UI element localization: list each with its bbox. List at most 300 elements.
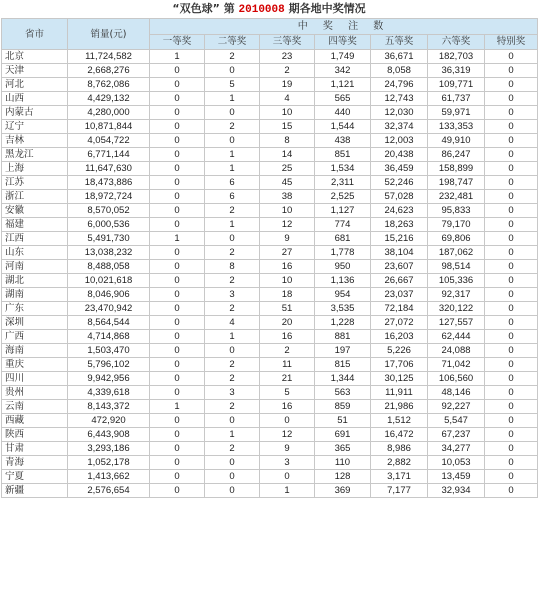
prize-4-cell: 1,544 <box>315 120 371 134</box>
table-row <box>2 134 538 148</box>
prize-2-cell: 2 <box>205 274 260 288</box>
table-row <box>2 330 538 344</box>
prize-5-cell: 16,203 <box>371 330 428 344</box>
prize-6-cell: 5,547 <box>428 414 485 428</box>
table-row <box>2 64 538 78</box>
prize-6-cell: 187,062 <box>428 246 485 260</box>
prize-3-cell: 2 <box>260 344 315 358</box>
prize-2-cell: 1 <box>205 428 260 442</box>
prize-4-cell: 1,228 <box>315 316 371 330</box>
prize-6-cell: 158,899 <box>428 162 485 176</box>
prize-1-cell: 0 <box>150 162 205 176</box>
sales-cell: 8,488,058 <box>68 260 150 274</box>
prize-6-cell: 133,353 <box>428 120 485 134</box>
prize-1-cell: 0 <box>150 204 205 218</box>
prize-6-cell: 32,934 <box>428 484 485 498</box>
special-prize-cell: 0 <box>485 330 538 344</box>
table-row <box>2 260 538 274</box>
sales-cell: 4,054,722 <box>68 134 150 148</box>
prize-4-cell: 197 <box>315 344 371 358</box>
prize-3-cell: 19 <box>260 78 315 92</box>
prize-2-cell: 2 <box>205 50 260 64</box>
province-cell: 河南 <box>2 260 68 274</box>
sales-cell: 472,920 <box>68 414 150 428</box>
province-cell: 广东 <box>2 302 68 316</box>
prize-5-cell: 18,263 <box>371 218 428 232</box>
prize-1-cell: 0 <box>150 428 205 442</box>
sales-cell: 18,473,886 <box>68 176 150 190</box>
prize-4-cell: 110 <box>315 456 371 470</box>
special-prize-cell: 0 <box>485 92 538 106</box>
table-row <box>2 400 538 414</box>
province-cell: 重庆 <box>2 358 68 372</box>
table-row <box>2 190 538 204</box>
sales-cell: 6,443,908 <box>68 428 150 442</box>
prize-1-cell: 1 <box>150 400 205 414</box>
prize-3-cell: 0 <box>260 470 315 484</box>
prize-1-cell: 0 <box>150 176 205 190</box>
prize-1-cell: 0 <box>150 120 205 134</box>
prize-4-cell: 342 <box>315 64 371 78</box>
prize-3-cell: 8 <box>260 134 315 148</box>
special-prize-cell: 0 <box>485 274 538 288</box>
prize-3-cell: 38 <box>260 190 315 204</box>
prize-3-cell: 9 <box>260 442 315 456</box>
prize-6-cell: 106,560 <box>428 372 485 386</box>
province-cell: 深圳 <box>2 316 68 330</box>
prize-4-cell: 859 <box>315 400 371 414</box>
prize-3-cell: 3 <box>260 456 315 470</box>
province-cell: 辽宁 <box>2 120 68 134</box>
province-cell: 河北 <box>2 78 68 92</box>
sales-cell: 1,413,662 <box>68 470 150 484</box>
prize-4-cell: 128 <box>315 470 371 484</box>
prize-2-cell: 0 <box>205 106 260 120</box>
prize-6-cell: 48,146 <box>428 386 485 400</box>
table-row <box>2 484 538 498</box>
prize-3-cell: 23 <box>260 50 315 64</box>
prize-6-cell: 86,247 <box>428 148 485 162</box>
prize-5-cell: 57,028 <box>371 190 428 204</box>
prize-3-cell: 2 <box>260 64 315 78</box>
prize-1-cell: 0 <box>150 64 205 78</box>
province-cell: 北京 <box>2 50 68 64</box>
special-prize-cell: 0 <box>485 134 538 148</box>
sales-cell: 4,339,618 <box>68 386 150 400</box>
prize-5-cell: 12,030 <box>371 106 428 120</box>
prize-2-cell: 3 <box>205 288 260 302</box>
province-cell: 广西 <box>2 330 68 344</box>
prize-5-cell: 12,003 <box>371 134 428 148</box>
prize-6-cell: 92,317 <box>428 288 485 302</box>
special-prize-cell: 0 <box>485 470 538 484</box>
table-row <box>2 106 538 120</box>
province-cell: 湖北 <box>2 274 68 288</box>
prize-2-cell: 1 <box>205 162 260 176</box>
table-row <box>2 442 538 456</box>
sales-cell: 23,470,942 <box>68 302 150 316</box>
prize-5-cell: 2,882 <box>371 456 428 470</box>
special-prize-cell: 0 <box>485 386 538 400</box>
prize-5-cell: 27,072 <box>371 316 428 330</box>
prize-1-cell: 0 <box>150 274 205 288</box>
prize-5-cell: 52,246 <box>371 176 428 190</box>
prize-5-cell: 20,438 <box>371 148 428 162</box>
table-body <box>2 50 538 498</box>
prize-1-cell: 0 <box>150 106 205 120</box>
title-prefix: “双色球” 第 <box>172 2 239 15</box>
province-cell: 福建 <box>2 218 68 232</box>
prize-3-cell: 21 <box>260 372 315 386</box>
prize-5-cell: 8,986 <box>371 442 428 456</box>
special-prize-cell: 0 <box>485 176 538 190</box>
header-prize-6: 六等奖 <box>428 35 485 50</box>
prize-4-cell: 438 <box>315 134 371 148</box>
prize-1-cell: 0 <box>150 190 205 204</box>
prize-2-cell: 2 <box>205 400 260 414</box>
sales-cell: 2,576,654 <box>68 484 150 498</box>
special-prize-cell: 0 <box>485 302 538 316</box>
special-prize-cell: 0 <box>485 148 538 162</box>
sales-cell: 8,570,052 <box>68 204 150 218</box>
header-province: 省市 <box>2 19 68 50</box>
sales-cell: 4,429,132 <box>68 92 150 106</box>
prize-6-cell: 198,747 <box>428 176 485 190</box>
prize-5-cell: 21,986 <box>371 400 428 414</box>
prize-1-cell: 0 <box>150 134 205 148</box>
prize-3-cell: 27 <box>260 246 315 260</box>
prize-6-cell: 92,227 <box>428 400 485 414</box>
prize-5-cell: 38,104 <box>371 246 428 260</box>
prize-1-cell: 0 <box>150 330 205 344</box>
sales-cell: 6,771,144 <box>68 148 150 162</box>
prize-4-cell: 851 <box>315 148 371 162</box>
prize-4-cell: 440 <box>315 106 371 120</box>
header-prize-group: 中 奖 注 数 <box>150 19 538 35</box>
prize-2-cell: 0 <box>205 470 260 484</box>
special-prize-cell: 0 <box>485 428 538 442</box>
special-prize-cell: 0 <box>485 442 538 456</box>
prize-6-cell: 61,737 <box>428 92 485 106</box>
prize-3-cell: 10 <box>260 106 315 120</box>
header-prize-3: 三等奖 <box>260 35 315 50</box>
prize-2-cell: 0 <box>205 414 260 428</box>
prize-4-cell: 1,534 <box>315 162 371 176</box>
prize-1-cell: 0 <box>150 148 205 162</box>
special-prize-cell: 0 <box>485 78 538 92</box>
prize-3-cell: 10 <box>260 204 315 218</box>
province-cell: 吉林 <box>2 134 68 148</box>
prize-4-cell: 565 <box>315 92 371 106</box>
prize-2-cell: 1 <box>205 218 260 232</box>
prize-1-cell: 0 <box>150 316 205 330</box>
prize-5-cell: 36,459 <box>371 162 428 176</box>
sales-cell: 5,796,102 <box>68 358 150 372</box>
sales-cell: 11,724,582 <box>68 50 150 64</box>
table-row <box>2 288 538 302</box>
prize-4-cell: 1,344 <box>315 372 371 386</box>
table-row <box>2 316 538 330</box>
prize-5-cell: 24,796 <box>371 78 428 92</box>
lottery-results-table <box>1 18 538 498</box>
prize-6-cell: 69,806 <box>428 232 485 246</box>
prize-5-cell: 8,058 <box>371 64 428 78</box>
province-cell: 四川 <box>2 372 68 386</box>
prize-5-cell: 23,037 <box>371 288 428 302</box>
prize-5-cell: 24,623 <box>371 204 428 218</box>
prize-2-cell: 0 <box>205 134 260 148</box>
prize-5-cell: 32,374 <box>371 120 428 134</box>
prize-4-cell: 881 <box>315 330 371 344</box>
table-row <box>2 78 538 92</box>
prize-4-cell: 365 <box>315 442 371 456</box>
prize-5-cell: 1,512 <box>371 414 428 428</box>
prize-1-cell: 0 <box>150 302 205 316</box>
prize-1-cell: 0 <box>150 288 205 302</box>
special-prize-cell: 0 <box>485 372 538 386</box>
prize-6-cell: 59,971 <box>428 106 485 120</box>
prize-3-cell: 16 <box>260 260 315 274</box>
prize-3-cell: 18 <box>260 288 315 302</box>
prize-5-cell: 30,125 <box>371 372 428 386</box>
prize-2-cell: 8 <box>205 260 260 274</box>
prize-2-cell: 4 <box>205 316 260 330</box>
prize-4-cell: 954 <box>315 288 371 302</box>
table-row <box>2 162 538 176</box>
sales-cell: 8,046,906 <box>68 288 150 302</box>
prize-5-cell: 3,171 <box>371 470 428 484</box>
special-prize-cell: 0 <box>485 232 538 246</box>
special-prize-cell: 0 <box>485 218 538 232</box>
province-cell: 云南 <box>2 400 68 414</box>
province-cell: 青海 <box>2 456 68 470</box>
prize-4-cell: 1,749 <box>315 50 371 64</box>
table-row <box>2 148 538 162</box>
header-prize-4: 四等奖 <box>315 35 371 50</box>
special-prize-cell: 0 <box>485 162 538 176</box>
sales-cell: 8,564,544 <box>68 316 150 330</box>
prize-3-cell: 51 <box>260 302 315 316</box>
prize-3-cell: 25 <box>260 162 315 176</box>
province-cell: 山西 <box>2 92 68 106</box>
table-row <box>2 204 538 218</box>
table-row <box>2 414 538 428</box>
prize-5-cell: 5,226 <box>371 344 428 358</box>
header-prize-2: 二等奖 <box>205 35 260 50</box>
table-row <box>2 92 538 106</box>
prize-2-cell: 0 <box>205 344 260 358</box>
prize-3-cell: 16 <box>260 400 315 414</box>
table-row <box>2 246 538 260</box>
prize-1-cell: 0 <box>150 358 205 372</box>
province-cell: 上海 <box>2 162 68 176</box>
sales-cell: 4,280,000 <box>68 106 150 120</box>
prize-2-cell: 1 <box>205 92 260 106</box>
table-row <box>2 386 538 400</box>
special-prize-cell: 0 <box>485 64 538 78</box>
sales-cell: 6,000,536 <box>68 218 150 232</box>
special-prize-cell: 0 <box>485 120 538 134</box>
special-prize-cell: 0 <box>485 456 538 470</box>
prize-3-cell: 5 <box>260 386 315 400</box>
prize-1-cell: 0 <box>150 260 205 274</box>
prize-3-cell: 16 <box>260 330 315 344</box>
prize-6-cell: 34,277 <box>428 442 485 456</box>
prize-2-cell: 0 <box>205 484 260 498</box>
sales-cell: 13,038,232 <box>68 246 150 260</box>
prize-4-cell: 691 <box>315 428 371 442</box>
prize-6-cell: 98,514 <box>428 260 485 274</box>
special-prize-cell: 0 <box>485 316 538 330</box>
prize-5-cell: 11,911 <box>371 386 428 400</box>
prize-5-cell: 15,216 <box>371 232 428 246</box>
prize-2-cell: 5 <box>205 78 260 92</box>
prize-3-cell: 1 <box>260 484 315 498</box>
sales-cell: 10,021,618 <box>68 274 150 288</box>
prize-1-cell: 0 <box>150 92 205 106</box>
prize-1-cell: 0 <box>150 484 205 498</box>
prize-5-cell: 16,472 <box>371 428 428 442</box>
prize-4-cell: 2,311 <box>315 176 371 190</box>
table-row <box>2 372 538 386</box>
prize-4-cell: 563 <box>315 386 371 400</box>
prize-1-cell: 0 <box>150 372 205 386</box>
province-cell: 江西 <box>2 232 68 246</box>
sales-cell: 1,052,178 <box>68 456 150 470</box>
table-row <box>2 120 538 134</box>
prize-3-cell: 12 <box>260 428 315 442</box>
sales-cell: 5,491,730 <box>68 232 150 246</box>
province-cell: 安徽 <box>2 204 68 218</box>
prize-6-cell: 71,042 <box>428 358 485 372</box>
sales-cell: 8,762,086 <box>68 78 150 92</box>
prize-3-cell: 11 <box>260 358 315 372</box>
prize-2-cell: 2 <box>205 358 260 372</box>
prize-1-cell: 0 <box>150 218 205 232</box>
prize-5-cell: 36,671 <box>371 50 428 64</box>
province-cell: 甘肃 <box>2 442 68 456</box>
province-cell: 贵州 <box>2 386 68 400</box>
province-cell: 西藏 <box>2 414 68 428</box>
special-prize-cell: 0 <box>485 246 538 260</box>
prize-4-cell: 1,778 <box>315 246 371 260</box>
prize-3-cell: 45 <box>260 176 315 190</box>
special-prize-cell: 0 <box>485 288 538 302</box>
table-row <box>2 428 538 442</box>
prize-1-cell: 0 <box>150 78 205 92</box>
prize-2-cell: 0 <box>205 232 260 246</box>
table-row <box>2 274 538 288</box>
prize-3-cell: 10 <box>260 274 315 288</box>
special-prize-cell: 0 <box>485 358 538 372</box>
prize-6-cell: 320,122 <box>428 302 485 316</box>
prize-1-cell: 0 <box>150 456 205 470</box>
prize-4-cell: 369 <box>315 484 371 498</box>
table-row <box>2 176 538 190</box>
prize-6-cell: 49,910 <box>428 134 485 148</box>
province-cell: 陕西 <box>2 428 68 442</box>
header-prize-5: 五等奖 <box>371 35 428 50</box>
issue-number: 2010008 <box>238 4 285 16</box>
prize-2-cell: 6 <box>205 190 260 204</box>
prize-2-cell: 2 <box>205 372 260 386</box>
table-row <box>2 232 538 246</box>
prize-2-cell: 1 <box>205 148 260 162</box>
special-prize-cell: 0 <box>485 50 538 64</box>
prize-6-cell: 67,237 <box>428 428 485 442</box>
province-cell: 浙江 <box>2 190 68 204</box>
prize-5-cell: 23,607 <box>371 260 428 274</box>
table-row <box>2 218 538 232</box>
province-cell: 山东 <box>2 246 68 260</box>
prize-1-cell: 0 <box>150 442 205 456</box>
table-row <box>2 358 538 372</box>
prize-5-cell: 7,177 <box>371 484 428 498</box>
table-row <box>2 456 538 470</box>
prize-2-cell: 0 <box>205 64 260 78</box>
table-row <box>2 50 538 64</box>
prize-4-cell: 51 <box>315 414 371 428</box>
prize-6-cell: 36,319 <box>428 64 485 78</box>
prize-3-cell: 15 <box>260 120 315 134</box>
prize-4-cell: 950 <box>315 260 371 274</box>
prize-5-cell: 12,743 <box>371 92 428 106</box>
special-prize-cell: 0 <box>485 190 538 204</box>
prize-1-cell: 0 <box>150 470 205 484</box>
prize-4-cell: 1,136 <box>315 274 371 288</box>
sales-cell: 8,143,372 <box>68 400 150 414</box>
prize-5-cell: 26,667 <box>371 274 428 288</box>
prize-2-cell: 2 <box>205 302 260 316</box>
sales-cell: 4,714,868 <box>68 330 150 344</box>
header-sales: 销量(元) <box>68 19 150 50</box>
prize-5-cell: 72,184 <box>371 302 428 316</box>
province-cell: 黑龙江 <box>2 148 68 162</box>
prize-1-cell: 0 <box>150 246 205 260</box>
prize-6-cell: 24,088 <box>428 344 485 358</box>
province-cell: 天津 <box>2 64 68 78</box>
table-row <box>2 302 538 316</box>
prize-6-cell: 105,336 <box>428 274 485 288</box>
prize-4-cell: 681 <box>315 232 371 246</box>
sales-cell: 1,503,470 <box>68 344 150 358</box>
sales-cell: 10,871,844 <box>68 120 150 134</box>
prize-3-cell: 20 <box>260 316 315 330</box>
province-cell: 湖南 <box>2 288 68 302</box>
sales-cell: 3,293,186 <box>68 442 150 456</box>
prize-6-cell: 13,459 <box>428 470 485 484</box>
prize-1-cell: 0 <box>150 386 205 400</box>
special-prize-cell: 0 <box>485 260 538 274</box>
header-prize-special: 特别奖 <box>485 35 538 50</box>
prize-3-cell: 0 <box>260 414 315 428</box>
prize-2-cell: 6 <box>205 176 260 190</box>
prize-4-cell: 774 <box>315 218 371 232</box>
prize-4-cell: 3,535 <box>315 302 371 316</box>
prize-6-cell: 79,170 <box>428 218 485 232</box>
prize-4-cell: 1,121 <box>315 78 371 92</box>
title-suffix: 期各地中奖情况 <box>284 2 366 15</box>
table-row <box>2 470 538 484</box>
prize-3-cell: 4 <box>260 92 315 106</box>
prize-6-cell: 62,444 <box>428 330 485 344</box>
province-cell: 内蒙古 <box>2 106 68 120</box>
prize-6-cell: 182,703 <box>428 50 485 64</box>
province-cell: 海南 <box>2 344 68 358</box>
special-prize-cell: 0 <box>485 106 538 120</box>
prize-1-cell: 0 <box>150 414 205 428</box>
prize-1-cell: 0 <box>150 344 205 358</box>
